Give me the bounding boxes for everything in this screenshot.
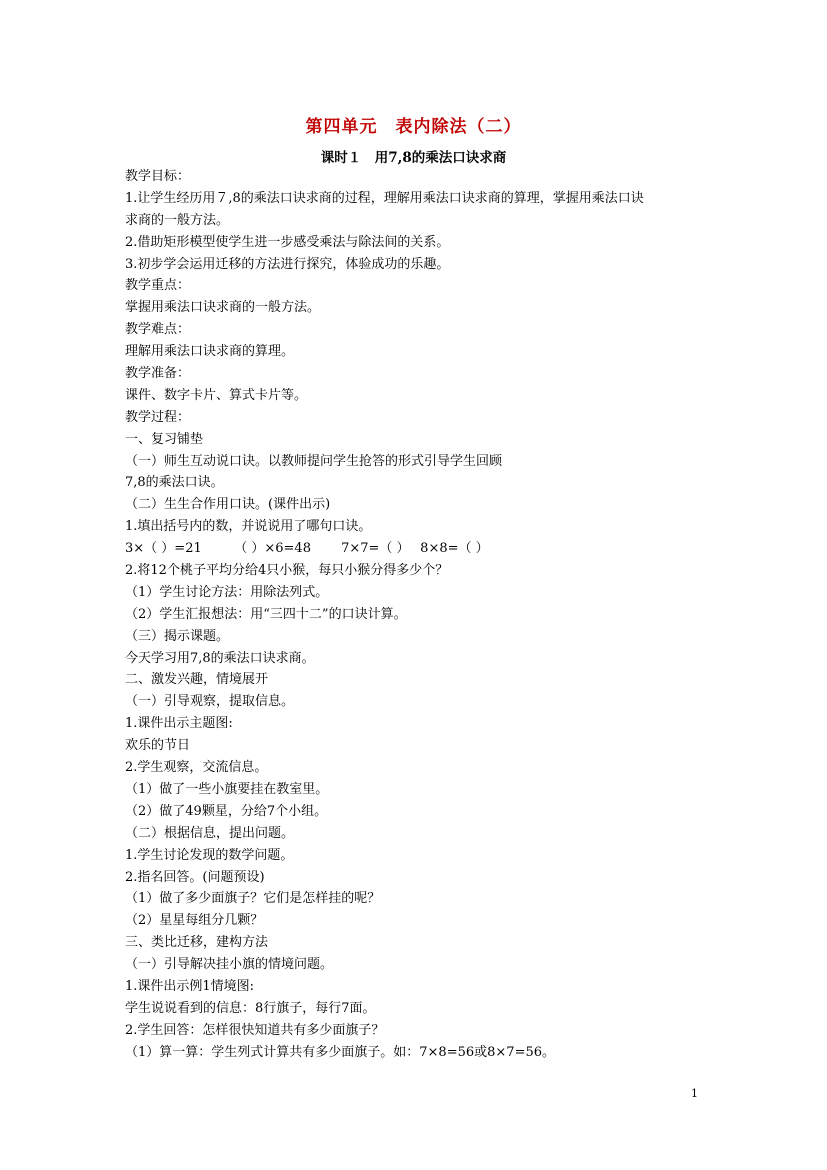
text-line: （2）做了49颗星，分给7个小组。: [125, 803, 328, 819]
text-line: 7,8的乘法口诀。: [125, 475, 224, 491]
text-line: 1.学生讨论发现的数学问题。: [125, 847, 294, 863]
text-line: 1.让学生经历用７,8的乘法口诀求商的过程，理解用乘法口诀求商的算理，掌握用乘法口诀: [125, 190, 644, 206]
text-line: （1）做了一些小旗要挂在教室里。: [125, 781, 329, 797]
text-line: 理解用乘法口诀求商的算理。: [125, 344, 295, 360]
text-line: 2.借助矩形模型使学生进一步感受乘法与除法间的关系。: [125, 234, 450, 250]
text-line: （一）引导观察，提取信息。: [125, 694, 295, 710]
page-number: 1: [691, 1087, 698, 1100]
text-line: （2）星星每组分几颗？: [125, 913, 264, 929]
text-line: 课件、数字卡片、算式卡片等。: [125, 387, 308, 403]
lesson-title: 课时１ 用7,8的乘法口诀求商: [320, 150, 507, 166]
text-line: 教学重点：: [125, 278, 191, 294]
body-text: [125, 166, 715, 1064]
text-line: 2.学生回答：怎样很快知道共有多少面旗子？: [125, 1022, 385, 1038]
text-line: 教学目标：: [125, 169, 191, 184]
text-line: 1.课件出示例1情境图:: [125, 978, 255, 994]
page-title: 第四单元 表内除法（二）: [305, 117, 522, 137]
text-line: （2）学生汇报想法：用“三四十二”的口诀计算。: [125, 606, 407, 622]
text-line: 3×（ ）=21 （ ）×6=48 7×7=（ ） 8×8=（ ）: [125, 541, 489, 557]
text-line: 今天学习用7,8的乘法口诀求商。: [125, 650, 315, 666]
text-line: 三、类比迁移，建构方法: [125, 935, 269, 951]
text-line: 一、复习铺垫: [125, 431, 204, 447]
text-line: 学生说说看到的信息：8行旗子，每行7面。: [125, 1000, 376, 1016]
text-line: 1.课件出示主题图:: [125, 716, 233, 732]
text-line: 求商的一般方法。: [125, 212, 230, 228]
text-line: （一）引导解决挂小旗的情境问题。: [125, 957, 334, 973]
text-line: 欢乐的节日: [125, 738, 191, 754]
text-line: （一）师生互动说口诀。以教师提问学生抢答的形式引导学生回顾: [125, 453, 503, 469]
text-line: （二）生生合作用口诀。(课件出示): [125, 497, 331, 513]
text-line: 2.将12个桃子平均分给4只小猴，每只小猴分得多少个？: [125, 563, 449, 579]
text-line: 掌握用乘法口诀求商的一般方法。: [125, 300, 321, 316]
text-line: （1）做了多少面旗子？它们是怎样挂的呢？: [125, 891, 381, 907]
text-line: （1）学生讨论方法：用除法列式。: [125, 584, 329, 600]
text-line: 3.初步学会运用迁移的方法进行探究，体验成功的乐趣。: [125, 256, 450, 272]
text-line: 教学准备：: [125, 366, 191, 382]
text-line: 教学过程：: [125, 409, 191, 425]
text-line: 教学难点：: [125, 322, 191, 338]
text-line: 2.学生观察，交流信息。: [125, 760, 268, 776]
text-line: （1）算一算：学生列式计算共有多少面旗子。如：7×8=56或8×7=56。: [125, 1044, 556, 1060]
text-line: 2.指名回答。(问题预设): [125, 869, 265, 885]
text-line: （二）根据信息，提出问题。: [125, 825, 295, 841]
text-line: 二、激发兴趣，情境展开: [125, 672, 269, 688]
text-line: （三）揭示课题。: [125, 628, 230, 644]
text-line: 1.填出括号内的数，并说说用了哪句口诀。: [125, 519, 372, 535]
